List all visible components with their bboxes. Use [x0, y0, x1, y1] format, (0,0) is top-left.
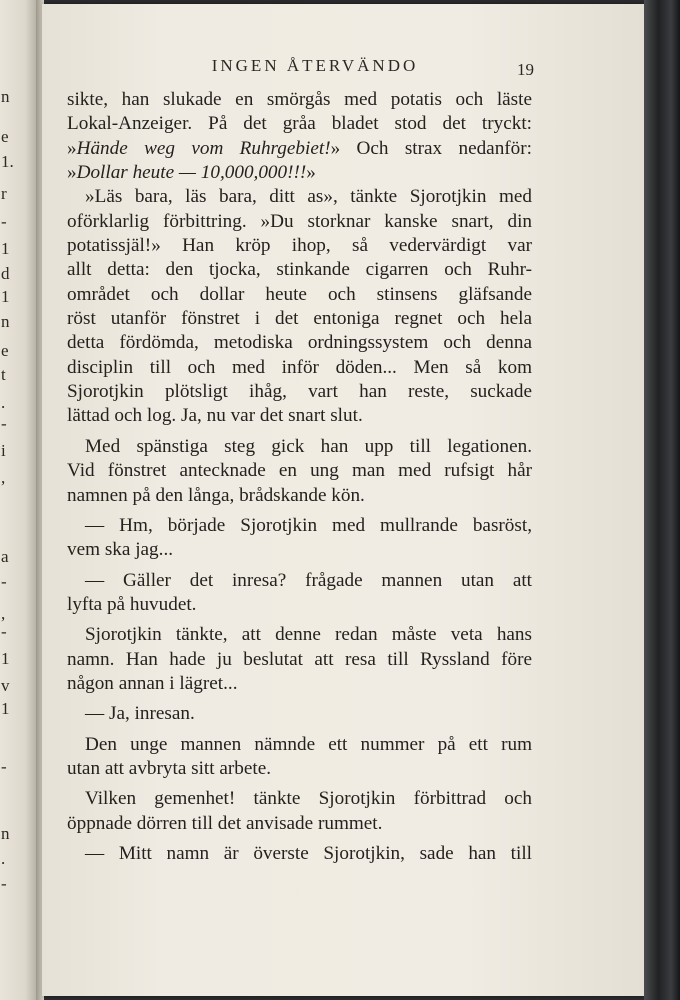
left-page-fragment: v — [1, 676, 10, 695]
text-line: lättad och log. Ja, nu var det snart slut. — [67, 405, 363, 427]
text-line: Vilken gemenhet! tänkte Sjorotjkin förbittrad och — [85, 788, 532, 810]
text-line — [67, 161, 532, 185]
left-page-fragment: - — [1, 757, 7, 776]
adjacent-page-edge — [0, 0, 36, 1000]
left-page-fragment: - — [1, 622, 7, 641]
left-page-fragment: , — [1, 468, 6, 487]
left-page-fragment: 1 — [1, 699, 10, 718]
book-cover-edge — [644, 0, 680, 1000]
text-line: oförklarlig förbittring. »Du storknar kanske snart, din — [67, 210, 532, 232]
text-line: — Gäller det inresa? frågade mannen utan att — [85, 569, 532, 591]
text-line: området och dollar heute och stinsens gläfsande — [67, 283, 532, 305]
left-page-fragment: n — [1, 824, 10, 843]
left-page-fragment: - — [1, 572, 7, 591]
text-line: öppnade dörren till det anvisade rummet. — [67, 812, 383, 834]
left-page-fragment: a — [1, 547, 9, 566]
quote-open: » — [67, 162, 77, 184]
text-line: Vid fönstret antecknade en ung man med rufsigt hår — [67, 460, 532, 482]
text-line: utan att avbryta sitt arbete. — [67, 757, 272, 779]
text-line: Sjorotjkin tänkte, att denne redan måste veta hans — [85, 624, 532, 646]
text-line: någon annan i lägret... — [67, 672, 238, 694]
text-line: allt detta: den tjocka, stinkande cigarren och Ruhr- — [67, 259, 532, 281]
left-page-fragment: 1 — [1, 649, 10, 668]
text-line: — Ja, inresan. — [85, 703, 195, 725]
text-line: Den unge mannen nämnde ett nummer på ett rum — [85, 733, 532, 755]
text-line: disciplin till och med inför döden... Men så kom — [67, 356, 532, 378]
text-line: Sjorotjkin plötsligt ihåg, vart han reste, suckade — [67, 381, 532, 403]
left-page-fragment: - — [1, 414, 7, 433]
text-line: detta fördömda, metodiska ordningssystem och denna — [67, 332, 532, 354]
page-number: 19 — [517, 60, 534, 79]
quote-rest: » — [306, 162, 316, 184]
left-page-fragment: 1 — [1, 239, 10, 258]
text-line: — Mitt namn är överste Sjorotjkin, sade han till — [85, 842, 532, 864]
text-line: Lokal-Anzeiger. På det gråa bladet stod det tryckt: — [67, 113, 532, 135]
text-line: potatissjäl!» Han kröp ihop, så vedervärdigt var — [67, 235, 532, 257]
left-page-fragment: - — [1, 874, 7, 893]
text-line — [67, 137, 532, 161]
text-line: namnen på den långa, brådskande kön. — [67, 484, 365, 506]
left-page-fragment: . — [1, 849, 6, 868]
left-page-fragment: i — [1, 441, 6, 460]
left-page-fragment: . — [1, 393, 6, 412]
left-page-fragment: n — [1, 312, 10, 331]
left-page-fragment: e — [1, 341, 9, 360]
quote-open: » — [67, 137, 77, 159]
left-page-fragment: r — [1, 184, 7, 203]
left-page-fragment: , — [1, 604, 6, 623]
body-text — [67, 88, 532, 866]
text-line: vem ska jag... — [67, 539, 174, 561]
text-line: »Läs bara, läs bara, ditt as», tänkte Sjorotjkin med — [85, 186, 532, 208]
left-page-fragment: 1. — [1, 152, 14, 171]
text-line: sikte, han slukade en smörgås med potatis och läste — [67, 89, 532, 110]
text-line: lyfta på huvudet. — [67, 593, 197, 615]
text-line: röst utanför fönstret i det entoniga regnet och hela — [67, 308, 532, 330]
text-line: namn. Han hade ju beslutat att resa till Ryssland före — [67, 648, 532, 670]
left-page-fragment: t — [1, 365, 6, 384]
left-page-fragment: n — [1, 87, 10, 106]
italic-quote: Hände weg vom Ruhrgebiet! — [76, 137, 331, 159]
quote-rest: » Och strax nedanför: — [330, 137, 532, 159]
italic-quote: Dollar heute — 10,000,000!!! — [76, 162, 307, 184]
left-page-fragment: d — [1, 264, 10, 283]
left-page-fragment: 1 — [1, 287, 10, 306]
left-page-fragment: - — [1, 212, 7, 231]
left-page-fragment: e — [1, 127, 9, 146]
running-header: INGEN ÅTERVÄNDO — [211, 56, 419, 75]
text-line: — Hm, började Sjorotjkin med mullrande basröst, — [85, 514, 532, 536]
text-line: Med spänstiga steg gick han upp till legationen. — [85, 435, 532, 457]
